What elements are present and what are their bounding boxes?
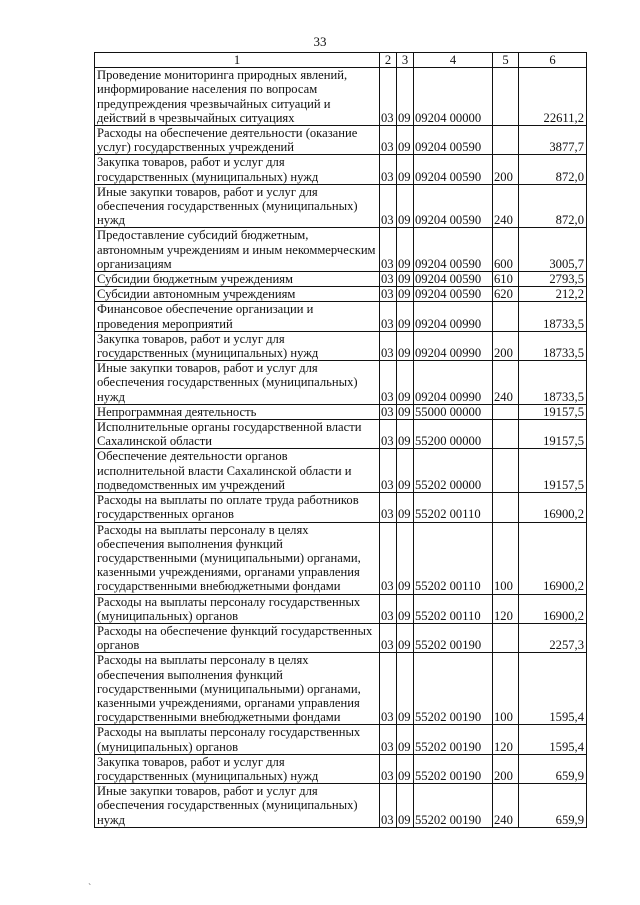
row-expense-type-cell: 120 bbox=[493, 725, 519, 754]
row-subsection-cell: 09 bbox=[397, 404, 414, 419]
row-name-cell: Расходы на обеспечение функций государственных органов bbox=[95, 623, 380, 652]
table-row bbox=[95, 449, 587, 493]
table-row bbox=[95, 522, 587, 594]
row-section-cell: 03 bbox=[380, 725, 397, 754]
row-name-cell: Иные закупки товаров, работ и услуг для обеспечения государственных (муниципальных) нужд bbox=[95, 361, 380, 405]
row-subsection-cell: 09 bbox=[397, 653, 414, 725]
row-expense-type-cell: 240 bbox=[493, 784, 519, 828]
row-expense-type-cell: 100 bbox=[493, 522, 519, 594]
row-expense-type-cell bbox=[493, 449, 519, 493]
row-name-cell: Расходы на обеспечение деятельности (оказание услуг) государственных учреждений bbox=[95, 126, 380, 155]
row-section-cell: 03 bbox=[380, 272, 397, 287]
row-amount-cell: 16900,2 bbox=[519, 493, 587, 522]
table-row bbox=[95, 653, 587, 725]
row-section-cell: 03 bbox=[380, 126, 397, 155]
scan-mark: ` bbox=[88, 883, 92, 894]
table-row bbox=[95, 594, 587, 623]
row-section-cell: 03 bbox=[380, 302, 397, 331]
row-amount-cell: 872,0 bbox=[519, 184, 587, 228]
row-subsection-cell: 09 bbox=[397, 287, 414, 302]
table-row bbox=[95, 68, 587, 126]
table-header-row bbox=[95, 53, 587, 68]
row-target-code-cell: 09204 00990 bbox=[414, 331, 493, 360]
row-name-cell: Обеспечение деятельности органов исполнительной власти Сахалинской области и подведомственных им учреждений bbox=[95, 449, 380, 493]
row-name-cell: Расходы на выплаты персоналу государственных (муниципальных) органов bbox=[95, 725, 380, 754]
table-row bbox=[95, 155, 587, 184]
table-row bbox=[95, 420, 587, 449]
row-name-cell: Исполнительные органы государственной власти Сахалинской области bbox=[95, 420, 380, 449]
row-expense-type-cell: 610 bbox=[493, 272, 519, 287]
row-subsection-cell: 09 bbox=[397, 184, 414, 228]
row-target-code-cell: 09204 00990 bbox=[414, 302, 493, 331]
row-target-code-cell: 55202 00190 bbox=[414, 784, 493, 828]
row-section-cell: 03 bbox=[380, 522, 397, 594]
row-amount-cell: 1595,4 bbox=[519, 653, 587, 725]
row-amount-cell: 18733,5 bbox=[519, 302, 587, 331]
row-expense-type-cell bbox=[493, 404, 519, 419]
table-row bbox=[95, 228, 587, 272]
table-row bbox=[95, 287, 587, 302]
row-amount-cell: 18733,5 bbox=[519, 331, 587, 360]
row-expense-type-cell: 200 bbox=[493, 754, 519, 783]
table-row bbox=[95, 361, 587, 405]
header-cell-6: 6 bbox=[519, 53, 587, 68]
row-subsection-cell: 09 bbox=[397, 155, 414, 184]
row-amount-cell: 659,9 bbox=[519, 784, 587, 828]
row-subsection-cell: 09 bbox=[397, 228, 414, 272]
row-target-code-cell: 55202 00000 bbox=[414, 449, 493, 493]
row-amount-cell: 19157,5 bbox=[519, 420, 587, 449]
header-cell-3: 3 bbox=[397, 53, 414, 68]
table-row bbox=[95, 623, 587, 652]
row-amount-cell: 16900,2 bbox=[519, 594, 587, 623]
table-row bbox=[95, 272, 587, 287]
row-target-code-cell: 55000 00000 bbox=[414, 404, 493, 419]
row-expense-type-cell bbox=[493, 126, 519, 155]
row-amount-cell: 212,2 bbox=[519, 287, 587, 302]
row-target-code-cell: 55202 00190 bbox=[414, 725, 493, 754]
row-target-code-cell: 09204 00000 bbox=[414, 68, 493, 126]
row-target-code-cell: 55202 00110 bbox=[414, 594, 493, 623]
row-expense-type-cell bbox=[493, 623, 519, 652]
row-target-code-cell: 09204 00590 bbox=[414, 228, 493, 272]
row-amount-cell: 872,0 bbox=[519, 155, 587, 184]
row-amount-cell: 1595,4 bbox=[519, 725, 587, 754]
row-expense-type-cell: 240 bbox=[493, 184, 519, 228]
row-subsection-cell: 09 bbox=[397, 420, 414, 449]
header-cell-5: 5 bbox=[493, 53, 519, 68]
row-name-cell: Расходы на выплаты персоналу в целях обеспечения выполнения функций государственными (муниципальными) органами, казенными учреждениями, органами управления государственными внебюджетными фондами bbox=[95, 653, 380, 725]
row-name-cell: Расходы на выплаты персоналу в целях обеспечения выполнения функций государственными (муниципальными) органами, казенными учреждениями, органами управления государственными внебюджетными фондами bbox=[95, 522, 380, 594]
table-row bbox=[95, 493, 587, 522]
header-cell-2: 2 bbox=[380, 53, 397, 68]
row-target-code-cell: 55202 00190 bbox=[414, 653, 493, 725]
row-section-cell: 03 bbox=[380, 653, 397, 725]
row-name-cell: Иные закупки товаров, работ и услуг для обеспечения государственных (муниципальных) нужд bbox=[95, 184, 380, 228]
row-section-cell: 03 bbox=[380, 449, 397, 493]
row-subsection-cell: 09 bbox=[397, 493, 414, 522]
row-name-cell: Закупка товаров, работ и услуг для государственных (муниципальных) нужд bbox=[95, 754, 380, 783]
row-amount-cell: 19157,5 bbox=[519, 404, 587, 419]
row-expense-type-cell bbox=[493, 420, 519, 449]
row-target-code-cell: 09204 00590 bbox=[414, 184, 493, 228]
row-target-code-cell: 55202 00190 bbox=[414, 623, 493, 652]
row-subsection-cell: 09 bbox=[397, 754, 414, 783]
row-amount-cell: 19157,5 bbox=[519, 449, 587, 493]
table-row bbox=[95, 725, 587, 754]
row-name-cell: Расходы на выплаты по оплате труда работников государственных органов bbox=[95, 493, 380, 522]
row-section-cell: 03 bbox=[380, 594, 397, 623]
header-cell-4: 4 bbox=[414, 53, 493, 68]
row-subsection-cell: 09 bbox=[397, 68, 414, 126]
row-subsection-cell: 09 bbox=[397, 522, 414, 594]
row-expense-type-cell: 620 bbox=[493, 287, 519, 302]
row-subsection-cell: 09 bbox=[397, 623, 414, 652]
row-section-cell: 03 bbox=[380, 623, 397, 652]
row-target-code-cell: 55200 00000 bbox=[414, 420, 493, 449]
row-expense-type-cell bbox=[493, 68, 519, 126]
page-number: 33 bbox=[313, 34, 327, 49]
row-name-cell: Иные закупки товаров, работ и услуг для обеспечения государственных (муниципальных) нужд bbox=[95, 784, 380, 828]
row-amount-cell: 3877,7 bbox=[519, 126, 587, 155]
row-section-cell: 03 bbox=[380, 287, 397, 302]
row-section-cell: 03 bbox=[380, 228, 397, 272]
row-section-cell: 03 bbox=[380, 361, 397, 405]
row-name-cell: Субсидии бюджетным учреждениям bbox=[95, 272, 380, 287]
table-row bbox=[95, 126, 587, 155]
row-expense-type-cell: 600 bbox=[493, 228, 519, 272]
row-name-cell: Субсидии автономным учреждениям bbox=[95, 287, 380, 302]
row-amount-cell: 659,9 bbox=[519, 754, 587, 783]
row-expense-type-cell: 200 bbox=[493, 331, 519, 360]
row-subsection-cell: 09 bbox=[397, 725, 414, 754]
table-row bbox=[95, 302, 587, 331]
row-expense-type-cell: 200 bbox=[493, 155, 519, 184]
row-section-cell: 03 bbox=[380, 784, 397, 828]
header-cell-1: 1 bbox=[95, 53, 380, 68]
row-target-code-cell: 09204 00990 bbox=[414, 361, 493, 405]
row-amount-cell: 22611,2 bbox=[519, 68, 587, 126]
row-section-cell: 03 bbox=[380, 493, 397, 522]
row-expense-type-cell bbox=[493, 302, 519, 331]
row-section-cell: 03 bbox=[380, 404, 397, 419]
table-row bbox=[95, 754, 587, 783]
row-section-cell: 03 bbox=[380, 184, 397, 228]
row-name-cell: Непрограммная деятельность bbox=[95, 404, 380, 419]
budget-table bbox=[94, 52, 587, 828]
row-target-code-cell: 55202 00110 bbox=[414, 493, 493, 522]
table-row bbox=[95, 331, 587, 360]
row-target-code-cell: 55202 00190 bbox=[414, 754, 493, 783]
row-subsection-cell: 09 bbox=[397, 302, 414, 331]
row-subsection-cell: 09 bbox=[397, 272, 414, 287]
row-name-cell: Закупка товаров, работ и услуг для государственных (муниципальных) нужд bbox=[95, 331, 380, 360]
row-amount-cell: 18733,5 bbox=[519, 361, 587, 405]
row-name-cell: Финансовое обеспечение организации и проведения мероприятий bbox=[95, 302, 380, 331]
row-name-cell: Расходы на выплаты персоналу государственных (муниципальных) органов bbox=[95, 594, 380, 623]
row-target-code-cell: 09204 00590 bbox=[414, 126, 493, 155]
row-amount-cell: 16900,2 bbox=[519, 522, 587, 594]
row-subsection-cell: 09 bbox=[397, 361, 414, 405]
row-target-code-cell: 09204 00590 bbox=[414, 287, 493, 302]
row-expense-type-cell: 120 bbox=[493, 594, 519, 623]
row-subsection-cell: 09 bbox=[397, 331, 414, 360]
row-expense-type-cell bbox=[493, 493, 519, 522]
row-subsection-cell: 09 bbox=[397, 449, 414, 493]
row-amount-cell: 2793,5 bbox=[519, 272, 587, 287]
row-name-cell: Закупка товаров, работ и услуг для государственных (муниципальных) нужд bbox=[95, 155, 380, 184]
row-subsection-cell: 09 bbox=[397, 594, 414, 623]
row-section-cell: 03 bbox=[380, 68, 397, 126]
row-subsection-cell: 09 bbox=[397, 784, 414, 828]
row-section-cell: 03 bbox=[380, 331, 397, 360]
row-expense-type-cell: 100 bbox=[493, 653, 519, 725]
row-section-cell: 03 bbox=[380, 754, 397, 783]
row-target-code-cell: 55202 00110 bbox=[414, 522, 493, 594]
row-amount-cell: 2257,3 bbox=[519, 623, 587, 652]
row-subsection-cell: 09 bbox=[397, 126, 414, 155]
row-name-cell: Проведение мониторинга природных явлений, информирование населения по вопросам предупреждения чрезвычайных ситуаций и действий в чрезвычайных ситуациях bbox=[95, 68, 380, 126]
row-target-code-cell: 09204 00590 bbox=[414, 272, 493, 287]
row-section-cell: 03 bbox=[380, 155, 397, 184]
row-target-code-cell: 09204 00590 bbox=[414, 155, 493, 184]
row-expense-type-cell: 240 bbox=[493, 361, 519, 405]
table-row bbox=[95, 784, 587, 828]
row-amount-cell: 3005,7 bbox=[519, 228, 587, 272]
table-row bbox=[95, 404, 587, 419]
row-name-cell: Предоставление субсидий бюджетным, автономным учреждениям и иным некоммерческим организациям bbox=[95, 228, 380, 272]
table-row bbox=[95, 184, 587, 228]
row-section-cell: 03 bbox=[380, 420, 397, 449]
